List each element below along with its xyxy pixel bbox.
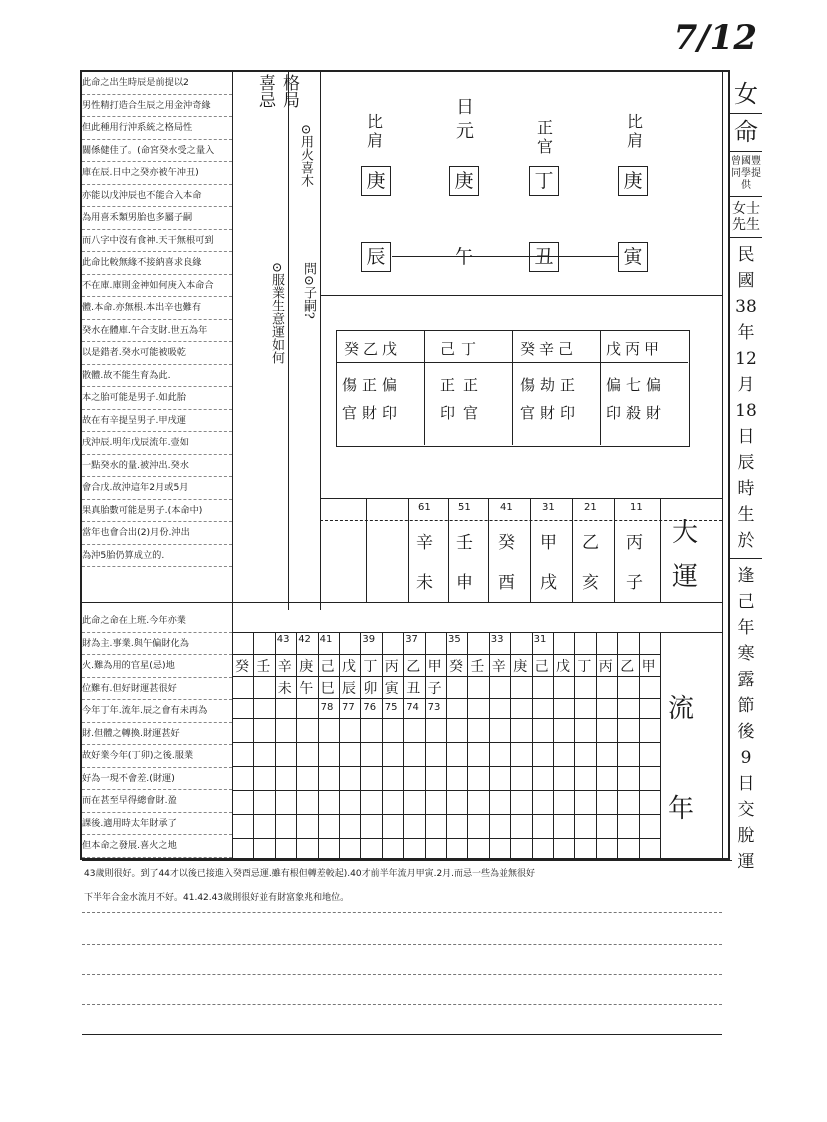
liunian-branch: 卯 <box>363 681 378 697</box>
note-bottom-line: 但本命之發展.喜火之地 <box>82 835 232 858</box>
gods-1: 傷正偏 <box>342 376 403 394</box>
note-bottom-line: 課後.適用時太年財承了 <box>82 813 232 836</box>
form-bottom <box>82 860 732 861</box>
gods2-2: 印官 <box>440 404 487 422</box>
gods-3: 傷劫正 <box>520 376 581 394</box>
stem-2: 庚 <box>449 166 479 196</box>
notes-top <box>82 72 232 602</box>
pillar-section-line <box>320 295 722 296</box>
liunian-age: 42 <box>298 634 311 645</box>
liunian-branch: 子 <box>427 681 442 697</box>
liunian-stem: 乙 <box>620 659 635 675</box>
luck-start <box>730 563 762 875</box>
liunian-stem: 庚 <box>513 659 528 675</box>
note-bottom-line: 而在甚至早得總會財.盈 <box>82 790 232 813</box>
birth-date <box>730 242 762 554</box>
dayun-branch-1: 未 <box>416 573 433 593</box>
note-bottom-line <box>82 858 232 861</box>
pillar-label-day: 日 元 <box>456 97 474 142</box>
note-top-line: 為沖5胎仍算成立的. <box>82 545 232 568</box>
note-top-line: 癸水在體庫.午合支財.世五為年 <box>82 320 232 343</box>
branch-4: 寅 <box>618 242 648 272</box>
luck-char: 交 <box>737 799 755 820</box>
note-top-line: 庫在辰.日中之癸亦被午冲丑) <box>82 162 232 185</box>
liunian-year: 75 <box>384 702 398 713</box>
liunian-age: 43 <box>276 634 290 645</box>
pillar-label-year: 比 肩 <box>366 112 383 150</box>
question-1: 問⊙子嗣? <box>301 262 316 319</box>
liunian-stem: 甲 <box>427 659 442 675</box>
date-char: 民 <box>737 244 755 265</box>
dayun-stem-5: 乙 <box>582 533 599 553</box>
liunian-stem: 壬 <box>470 659 485 675</box>
liunian-branch: 辰 <box>342 681 356 697</box>
dayun-stem-6: 丙 <box>626 533 643 553</box>
date-char: 辰 <box>737 452 755 473</box>
question-2: ⊙服業生意運如何 <box>269 262 284 364</box>
note-top-line: 關係健佳了。(命宮癸水受之量入 <box>82 140 232 163</box>
luck-char: 後 <box>737 721 755 742</box>
dayun-stem-1: 辛 <box>416 533 433 553</box>
note-top-line: 此命比較無緣不接納喜求良緣 <box>82 252 232 275</box>
note-top-line: 此命之出生時辰是前提以2 <box>82 72 232 95</box>
header-divider <box>288 70 289 610</box>
liunian-year: 73 <box>427 702 441 713</box>
liunian-branch: 巳 <box>320 681 335 697</box>
branch-connector <box>392 256 618 257</box>
branch-2: 午 <box>454 246 474 268</box>
note-top-line: 為用喜禾類男胎也多屬子嗣 <box>82 207 232 230</box>
dayun-stem-4: 甲 <box>540 533 557 553</box>
note-bottom-line: 火.難為用的官星(忌)地 <box>82 655 232 678</box>
liunian-stem: 壬 <box>256 659 271 675</box>
liunian-stem: 癸 <box>235 659 249 675</box>
liunian-stem: 辛 <box>491 659 506 675</box>
liunian-stem: 丁 <box>363 659 378 675</box>
luck-char: 年 <box>737 617 755 638</box>
liunian-stem: 丙 <box>598 659 613 675</box>
gods-4: 偏七偏 <box>606 376 667 394</box>
title-female: 女 <box>734 80 758 108</box>
luck-char: 己 <box>737 591 755 612</box>
liunian-label-2: 年 <box>668 794 695 824</box>
note-top-line: 男性精打造合生辰之用金沖奇緣 <box>82 95 232 118</box>
stem-4: 庚 <box>618 166 648 196</box>
gods2-3: 官財印 <box>520 404 581 422</box>
dayun-label-1: 大 <box>672 518 699 548</box>
stem-1: 庚 <box>361 166 391 196</box>
note-bottom-line: 財.但體之轉換.財運甚好 <box>82 723 232 746</box>
dayun-age-3: 41 <box>500 502 513 513</box>
liunian-age: 31 <box>533 634 547 645</box>
bottom-note-1: 43歲則很好。到了44才以後已接進入癸酉忌運.雖有根但轉差較起).40才前半年流月甲寅.2月.而忌一些為並無很好 <box>84 869 536 879</box>
date-char: 日 <box>737 426 755 447</box>
luck-char: 寒 <box>737 643 755 664</box>
pillar-label-month: 正 官 <box>536 118 553 156</box>
hidden-1: 癸乙戊 <box>344 340 402 358</box>
liunian-label-1: 流 <box>668 694 695 724</box>
date-char: 國 <box>737 270 755 291</box>
liunian-branch: 丑 <box>406 681 421 697</box>
dayun-branch-5: 亥 <box>582 573 599 593</box>
liunian-stem: 甲 <box>641 659 656 675</box>
stem-3: 丁 <box>529 166 559 196</box>
note-bottom-line: 此命之命在上班.今年亦業 <box>82 610 232 633</box>
liunian-grid <box>232 632 660 860</box>
luck-char: 露 <box>737 669 755 690</box>
branch-3: 丑 <box>529 242 559 272</box>
dayun-age-2: 51 <box>458 502 471 513</box>
note-top-line: 故在有辛提呈男子.甲戌運 <box>82 410 232 433</box>
page-number: 7/12 <box>673 18 757 58</box>
date-char: 於 <box>737 530 755 551</box>
right-divider <box>722 70 723 860</box>
date-char: 38 <box>735 296 757 317</box>
note-bottom-line: 位難有.但好財運甚很好 <box>82 678 232 701</box>
note-top-line: 會合戊.故沖這年2月或5月 <box>82 477 232 500</box>
liunian-stem: 丙 <box>384 659 399 675</box>
hidden-3: 癸辛己 <box>520 340 578 358</box>
pillar-label-hour: 比 肩 <box>626 112 643 150</box>
date-char: 月 <box>737 374 755 395</box>
liunian-branch: 午 <box>299 681 314 697</box>
date-char: 年 <box>737 322 755 343</box>
dayun-bottom-line <box>232 602 722 603</box>
note-bottom-line: 故好業今年(丁卯)之後.服業 <box>82 745 232 768</box>
liunian-stem: 庚 <box>299 659 314 675</box>
notes-bottom <box>82 610 232 860</box>
yongshen-note: ⊙用火喜木 <box>298 124 313 187</box>
liunian-stem: 戊 <box>556 659 570 675</box>
note-bottom-line: 財為主.事業.與午偏財化為 <box>82 633 232 656</box>
liunian-stem: 癸 <box>449 659 463 675</box>
liunian-stem: 戊 <box>342 659 356 675</box>
note-top-line: 散體.故不能生育為此. <box>82 365 232 388</box>
liunian-stem: 己 <box>534 659 549 675</box>
luck-char: 脫 <box>737 825 755 846</box>
dayun-age-4: 31 <box>542 502 555 513</box>
bottom-note-2: 下半年合金水流月不好。41.42.43歲則很好並有財富象兆和地位。 <box>84 893 350 903</box>
note-top-line: 戌沖辰.明年戊辰流年.壹如 <box>82 432 232 455</box>
dayun-age-6: 11 <box>630 502 643 513</box>
liunian-age: 39 <box>362 634 376 645</box>
liunian-stem: 乙 <box>406 659 421 675</box>
dayun-branch-4: 戌 <box>540 573 557 593</box>
note-top-line: 果真胎數可能是男子.(本命中) <box>82 500 232 523</box>
hidden-4: 戊丙甲 <box>606 340 664 358</box>
liunian-year: 78 <box>320 702 334 713</box>
note-top-line: 一點癸水的量.被沖出.癸水 <box>82 455 232 478</box>
title-fate: 命 <box>734 117 758 146</box>
luck-char: 日 <box>737 773 755 794</box>
date-char: 時 <box>737 478 755 499</box>
liunian-branch: 未 <box>277 681 292 697</box>
branch-1: 辰 <box>361 242 391 272</box>
note-top-line: 但此種用行沖系統之格局性 <box>82 117 232 140</box>
note-top-line: 不在庫.庫則金神如何庚入本命合 <box>82 275 232 298</box>
liunian-stem: 己 <box>320 659 335 675</box>
date-char: 生 <box>737 504 755 525</box>
dayun-stem-2: 壬 <box>456 533 473 553</box>
liunian-age: 35 <box>448 634 461 645</box>
dayun-branch-6: 子 <box>626 573 643 593</box>
geju-label: 格局 <box>279 74 299 108</box>
note-top-line: 本之胎可能是男子.如此胎 <box>82 387 232 410</box>
liunian-stem: 丁 <box>577 659 592 675</box>
note-top-line: 以是錯者.癸水可能被吸乾 <box>82 342 232 365</box>
notes-split <box>82 602 232 603</box>
note-top-line: 當年也會合出(2)月份.沖出 <box>82 522 232 545</box>
honorific: 女士先生 <box>732 200 760 233</box>
liunian-year: 76 <box>363 702 377 713</box>
note-top-line: 亦能以戊沖辰也不能合入本命 <box>82 185 232 208</box>
date-char: 18 <box>735 400 757 421</box>
note-bottom-line: 今年丁年.流年.辰之會有未再為 <box>82 700 232 723</box>
right-column <box>730 70 762 875</box>
gods2-4: 印殺財 <box>606 404 667 422</box>
date-char: 12 <box>735 348 757 369</box>
liunian-branch: 寅 <box>384 681 399 697</box>
hidden-2: 己丁 <box>440 340 483 358</box>
gods-2: 正正 <box>440 376 487 394</box>
note-bottom-line: 好為一現不會差.(財運) <box>82 768 232 791</box>
dayun-age-5: 21 <box>584 502 597 513</box>
xiji-label: 喜忌 <box>255 74 275 108</box>
note-top-line: 體.本命.亦無根.本出辛也難有 <box>82 297 232 320</box>
liunian-age: 41 <box>319 634 333 645</box>
liunian-age: 37 <box>405 634 418 645</box>
luck-char: 逢 <box>737 565 755 586</box>
gods2-1: 官財印 <box>342 404 403 422</box>
dayun-stem-3: 癸 <box>498 533 515 553</box>
luck-char: 9 <box>740 747 752 768</box>
dayun-label-2: 運 <box>672 562 699 592</box>
liunian-year: 74 <box>406 702 419 713</box>
dayun-age-1: 61 <box>418 502 431 513</box>
liunian-year: 77 <box>342 702 355 713</box>
dayun-branch-2: 申 <box>456 573 473 593</box>
luck-char: 節 <box>737 695 755 716</box>
dayun-branch-3: 酉 <box>498 573 515 593</box>
luck-char: 運 <box>737 851 755 872</box>
liunian-age: 33 <box>490 634 504 645</box>
note-top-line: 而八字中沒有食神.天干無根可到 <box>82 230 232 253</box>
pillar-left-line <box>320 70 321 610</box>
liunian-stem: 辛 <box>277 659 292 675</box>
provider: 曾國豐同學提供 <box>731 155 761 191</box>
